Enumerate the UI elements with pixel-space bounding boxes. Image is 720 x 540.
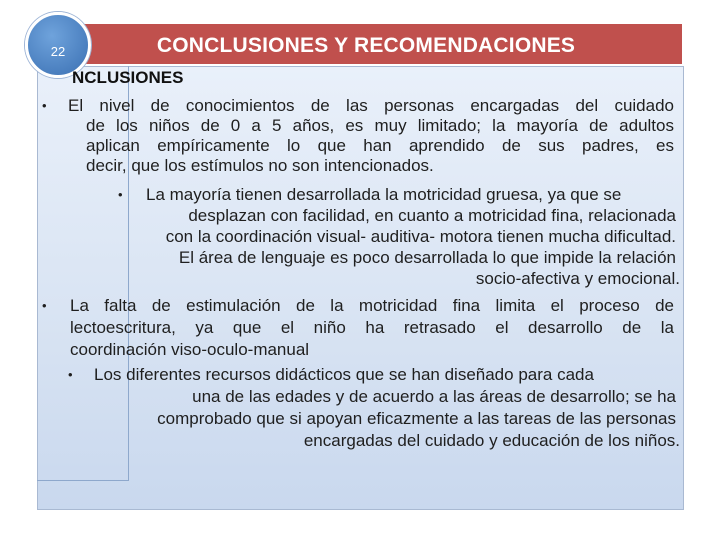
slide-number: 22 [50, 44, 66, 59]
section-heading: NCLUSIONES [72, 68, 184, 87]
p1-line-4: decir, que los estímulos no son intencionados. [86, 156, 434, 175]
p2-line-2: desplazan con facilidad, en cuanto a motricidad fina, relacionada [188, 206, 676, 225]
slide-title: CONCLUSIONES Y RECOMENDACIONES [156, 34, 576, 57]
p1-line-1: El nivel de conocimientos de las personas encargadas del cuidado [68, 96, 674, 115]
p4-line-1: Los diferentes recursos didácticos que se han diseñado para cada [94, 365, 594, 384]
p2-line-1: La mayoría tienen desarrollada la motricidad gruesa, ya que se [146, 185, 622, 204]
bullet-3: • [42, 298, 47, 313]
p4-line-2: una de las edades y de acuerdo a las áreas de desarrollo; se ha [192, 387, 676, 406]
p2-line-5: socio-afectiva y emocional. [475, 269, 680, 288]
bullet-2: • [118, 187, 123, 202]
p4-line-4: encargadas del cuidado y educación de los niños. [303, 431, 680, 450]
bullet-1: • [42, 98, 47, 113]
p1-line-3: aplican empíricamente lo que han aprendido de sus padres, es [86, 136, 674, 155]
p3-line-3: coordinación viso-oculo-manual [70, 340, 310, 359]
bullet-4: • [68, 367, 73, 382]
p2-line-4: El área de lenguaje es poco desarrollada lo que impide la relación [178, 248, 676, 267]
p3-line-2: lectoescritura, ya que el niño ha retrasado el desarrollo de la [70, 318, 674, 337]
p1-line-2: de los niños de 0 a 5 años, es muy limitado; la mayoría de adultos [86, 116, 674, 135]
p2-line-3: con la coordinación visual- auditiva- motora tienen mucha dificultad. [165, 227, 676, 246]
p3-line-1: La falta de estimulación de la motricidad fina limita el proceso de [70, 296, 674, 315]
decorative-horizontal-line [37, 480, 129, 481]
p4-line-3: comprobado que si apoyan eficazmente a las tareas de las personas [157, 409, 676, 428]
